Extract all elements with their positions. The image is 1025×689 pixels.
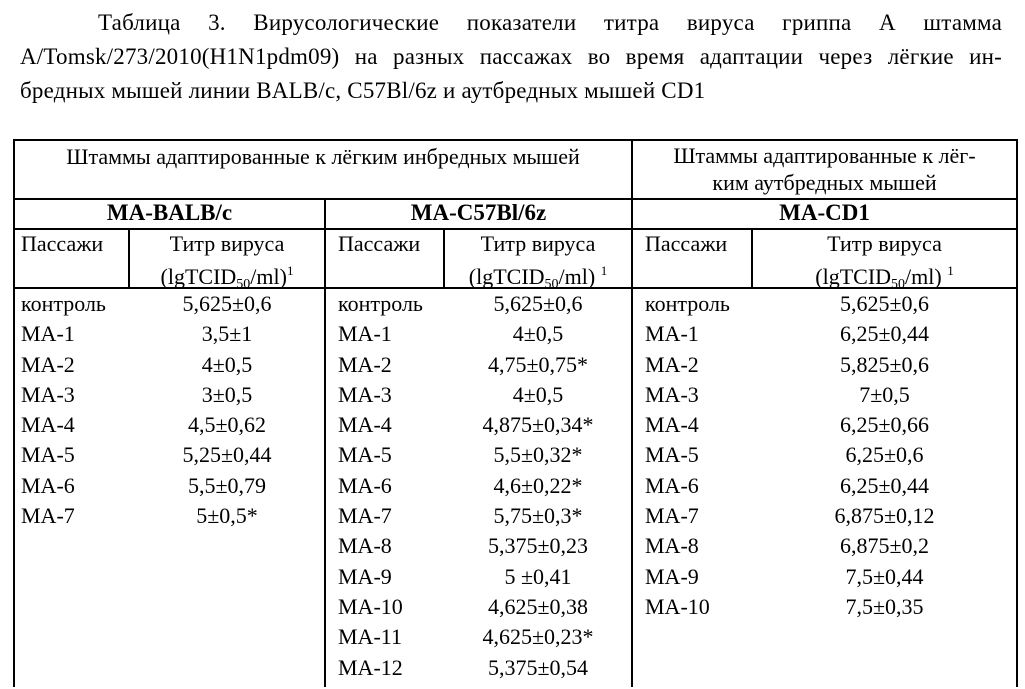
passage-cell: MA-10: [338, 593, 403, 619]
col-titer-c57-prefix: (lgTCID: [468, 264, 545, 289]
balb-titer-list: [130, 289, 324, 531]
col-titer-cd1-line-1: Титр вируса: [827, 231, 942, 256]
caption-line-3: бредных мышей линии BALB/c, C57Bl/6z и аутбредных мышей CD1: [20, 78, 706, 103]
group-header-inbred: Штаммы адаптированные к лёгким инбредных мышей: [66, 144, 580, 169]
titer-cell: 4±0,5: [201, 351, 253, 377]
titer-cell: 5,625±0,6: [493, 291, 583, 316]
passage-cell: контроль: [21, 291, 106, 316]
titer-cell: 5,625±0,6: [182, 291, 272, 316]
titer-cell: 4,625±0,38: [487, 593, 589, 619]
col-titer-balb-footnote: 1: [286, 263, 294, 278]
col-titer-balb-suffix: /ml): [250, 264, 287, 289]
passage-cell: MA-6: [645, 472, 699, 498]
col-titer-cd1-footnote: 1: [947, 263, 954, 278]
cd1-passage-list: [645, 289, 755, 622]
titer-cell: 5±0,5*: [196, 503, 258, 529]
col-titer-c57: [445, 230, 631, 298]
titer-cell: 4,625±0,23*: [482, 624, 594, 650]
passage-cell: MA-2: [338, 351, 392, 377]
col-titer-balb-prefix: (lgTCID: [160, 264, 237, 289]
passage-cell: MA-3: [21, 381, 75, 407]
titer-cell: 3±0,5: [201, 381, 253, 407]
passage-cell: MA-7: [645, 503, 699, 529]
titer-table: [13, 139, 1018, 687]
cd1-titer-list: [753, 289, 1016, 622]
passage-cell: MA-1: [21, 321, 75, 347]
col-titer-balb-sub: 50: [236, 277, 251, 292]
passage-cell: MA-6: [338, 472, 392, 498]
col-passage-cd1: Пассажи: [645, 231, 728, 256]
passage-cell: MA-1: [645, 321, 699, 347]
col-titer-balb-line-1: Титр вируса: [169, 231, 285, 256]
titer-cell: 4,6±0,22*: [493, 472, 583, 498]
passage-cell: MA-4: [338, 412, 392, 438]
passage-cell: MA-8: [338, 533, 392, 559]
titer-cell: 5,625±0,6: [839, 291, 930, 316]
passage-cell: MA-2: [21, 351, 75, 377]
titer-cell: 4±0,5: [512, 381, 564, 407]
titer-cell: 5,825±0,6: [839, 351, 930, 377]
titer-cell: 5,5±0,79: [187, 472, 267, 498]
titer-cell: 5,5±0,32*: [493, 442, 583, 468]
table-caption: [20, 6, 1002, 108]
col-titer-c57-suffix: /ml): [558, 264, 596, 289]
col-titer-cd1-prefix: (lgTCID: [815, 264, 892, 289]
passage-cell: MA-12: [338, 654, 403, 680]
passage-cell: MA-9: [338, 563, 392, 589]
passage-cell: MA-3: [645, 381, 699, 407]
col-titer-c57-sub: 50: [544, 277, 559, 292]
titer-cell: 5,75±0,3*: [493, 503, 583, 529]
passage-cell: MA-4: [645, 412, 699, 438]
passage-cell: MA-7: [21, 503, 75, 529]
strain-header-balb: MA-BALB/c: [106, 200, 233, 225]
titer-cell: 3,5±1: [201, 321, 253, 347]
titer-cell: 5 ±0,41: [504, 563, 572, 589]
group-header-outbred-line-2: ким аутбредных мышей: [712, 170, 937, 195]
col-titer-balb: [130, 230, 324, 298]
passage-cell: MA-10: [645, 593, 710, 619]
group-header-outbred-line-1: Штаммы адаптированные к лёг-: [673, 143, 976, 168]
titer-cell: 6,25±0,6: [845, 442, 924, 468]
titer-cell: 6,875±0,12: [834, 503, 935, 529]
strain-header-cd1: MA-CD1: [779, 200, 870, 225]
passage-cell: MA-4: [21, 412, 75, 438]
strain-header-c57: MA-C57Bl/6z: [410, 200, 547, 225]
col-titer-c57-line-1: Титр вируса: [480, 231, 596, 256]
titer-cell: 4±0,5: [512, 321, 564, 347]
c57-passage-list: [338, 289, 448, 683]
titer-cell: 5,25±0,44: [182, 442, 272, 468]
titer-cell: 4,5±0,62: [187, 412, 267, 438]
titer-cell: 5,375±0,54: [487, 654, 589, 680]
titer-cell: 4,875±0,34*: [482, 412, 594, 438]
passage-cell: MA-6: [21, 472, 75, 498]
passage-cell: MA-8: [645, 533, 699, 559]
passage-cell: MA-9: [645, 563, 699, 589]
titer-cell: 6,875±0,2: [839, 533, 930, 559]
caption-line-1: Таблица 3. Вирусологические показатели титра вируса гриппа А штамма: [98, 10, 1002, 35]
passage-cell: MA-11: [338, 624, 402, 650]
divider-balb-c57: [324, 198, 326, 687]
titer-cell: 6,25±0,66: [839, 412, 930, 438]
passage-cell: MA-7: [338, 503, 392, 529]
titer-cell: 6,25±0,44: [839, 321, 930, 347]
balb-passage-list: [21, 289, 131, 531]
passage-cell: MA-1: [338, 321, 392, 347]
passage-cell: MA-5: [21, 442, 75, 468]
passage-cell: MA-5: [645, 442, 699, 468]
passage-cell: MA-5: [338, 442, 392, 468]
titer-cell: 6,25±0,44: [839, 472, 930, 498]
col-titer-cd1-suffix: /ml): [905, 264, 942, 289]
col-titer-cd1-sub: 50: [891, 277, 906, 292]
col-passage-c57: Пассажи: [338, 231, 421, 256]
c57-titer-list: [445, 289, 631, 683]
caption-line-2: A/Tomsk/273/2010(H1N1pdm09) на разных пассажах во время адаптации через лёгкие ин-: [20, 44, 1002, 69]
col-titer-cd1: [753, 230, 1016, 298]
group-header-outbred: [633, 142, 1016, 196]
col-titer-c57-footnote: 1: [600, 263, 608, 278]
passage-cell: MA-3: [338, 381, 392, 407]
passage-cell: контроль: [338, 291, 423, 316]
col-passage-balb: Пассажи: [21, 231, 104, 256]
passage-cell: контроль: [645, 291, 730, 316]
passage-cell: MA-2: [645, 351, 699, 377]
titer-cell: 7±0,5: [859, 381, 910, 407]
titer-cell: 7,5±0,44: [845, 563, 924, 589]
titer-cell: 7,5±0,35: [845, 593, 924, 619]
titer-cell: 4,75±0,75*: [487, 351, 589, 377]
titer-cell: 5,375±0,23: [487, 533, 589, 559]
